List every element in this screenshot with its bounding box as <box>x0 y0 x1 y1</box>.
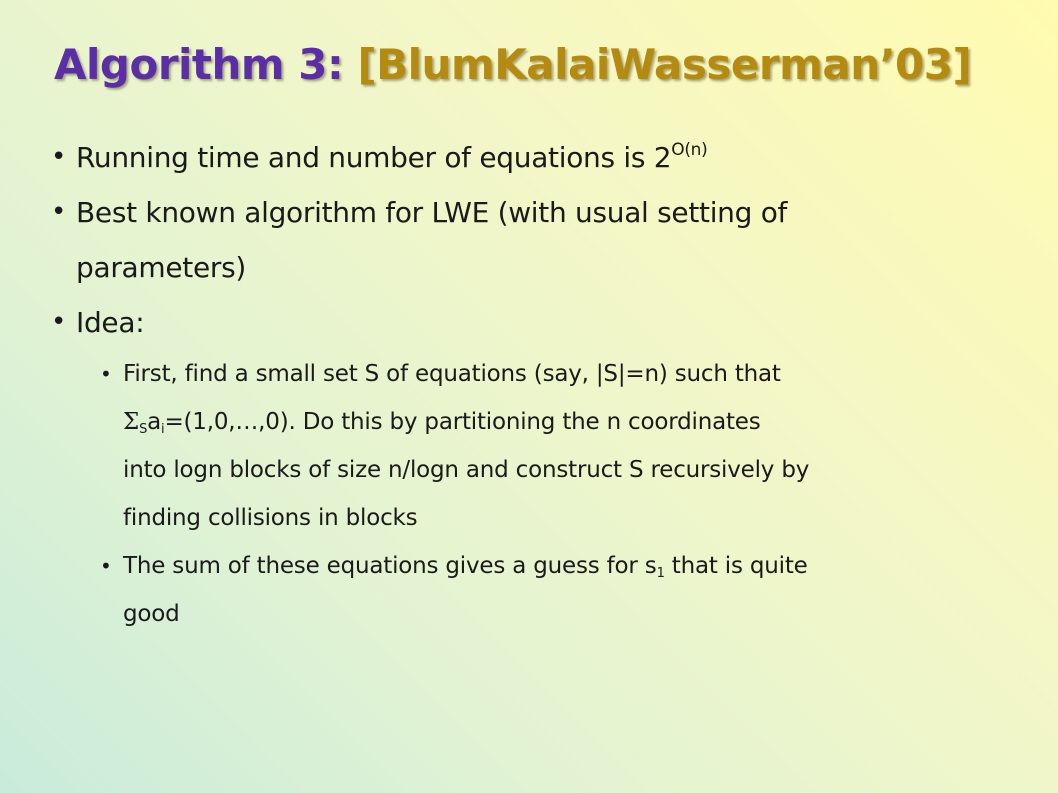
first-line3: into logn blocks of size n/logn and construct S recursively by <box>123 457 810 483</box>
second-line2: good <box>123 601 180 627</box>
sub-bullet-first <box>48 350 1038 542</box>
sub-bullet-second <box>48 542 1038 638</box>
bullet-best-known <box>48 185 1038 295</box>
title-citation: [BlumKalaiWasserman’03] <box>357 40 972 89</box>
first-line4: finding collisions in blocks <box>123 505 418 531</box>
running-time-text: Running time and number of equations is 2 <box>76 141 672 174</box>
second-line1-post: that is quite <box>664 553 808 579</box>
second-line1-pre: The sum of these equations gives a guess for s <box>123 553 657 579</box>
running-time-exponent: O(n) <box>671 140 708 160</box>
bullet-list <box>48 130 1038 638</box>
first-line2-rest: =(1,0,…,0). Do this by partitioning the n coordinates <box>164 409 761 435</box>
bullet-dot-icon: • <box>51 197 67 227</box>
bullet-dot-icon: • <box>51 142 67 172</box>
bullet-running-time <box>48 130 1038 185</box>
best-known-line2: parameters) <box>76 251 247 284</box>
sub-bullet-dot-icon: • <box>100 554 112 578</box>
best-known-line1: Best known algorithm for LWE (with usual setting of <box>76 196 788 229</box>
slide-title <box>54 40 971 89</box>
bullet-dot-icon: • <box>51 307 67 337</box>
idea-text: Idea: <box>76 306 145 339</box>
sigma-subscript: S <box>139 422 148 437</box>
sub-bullet-dot-icon: • <box>100 362 112 386</box>
bullet-idea <box>48 295 1038 350</box>
a-variable: a <box>147 409 162 435</box>
title-prefix: Algorithm 3: <box>54 40 358 89</box>
sigma-symbol: Σ <box>123 409 140 435</box>
a-subscript: i <box>161 422 165 437</box>
first-line1: First, find a small set S of equations (say, |S|=n) such that <box>123 361 781 387</box>
s-subscript: 1 <box>656 566 665 581</box>
